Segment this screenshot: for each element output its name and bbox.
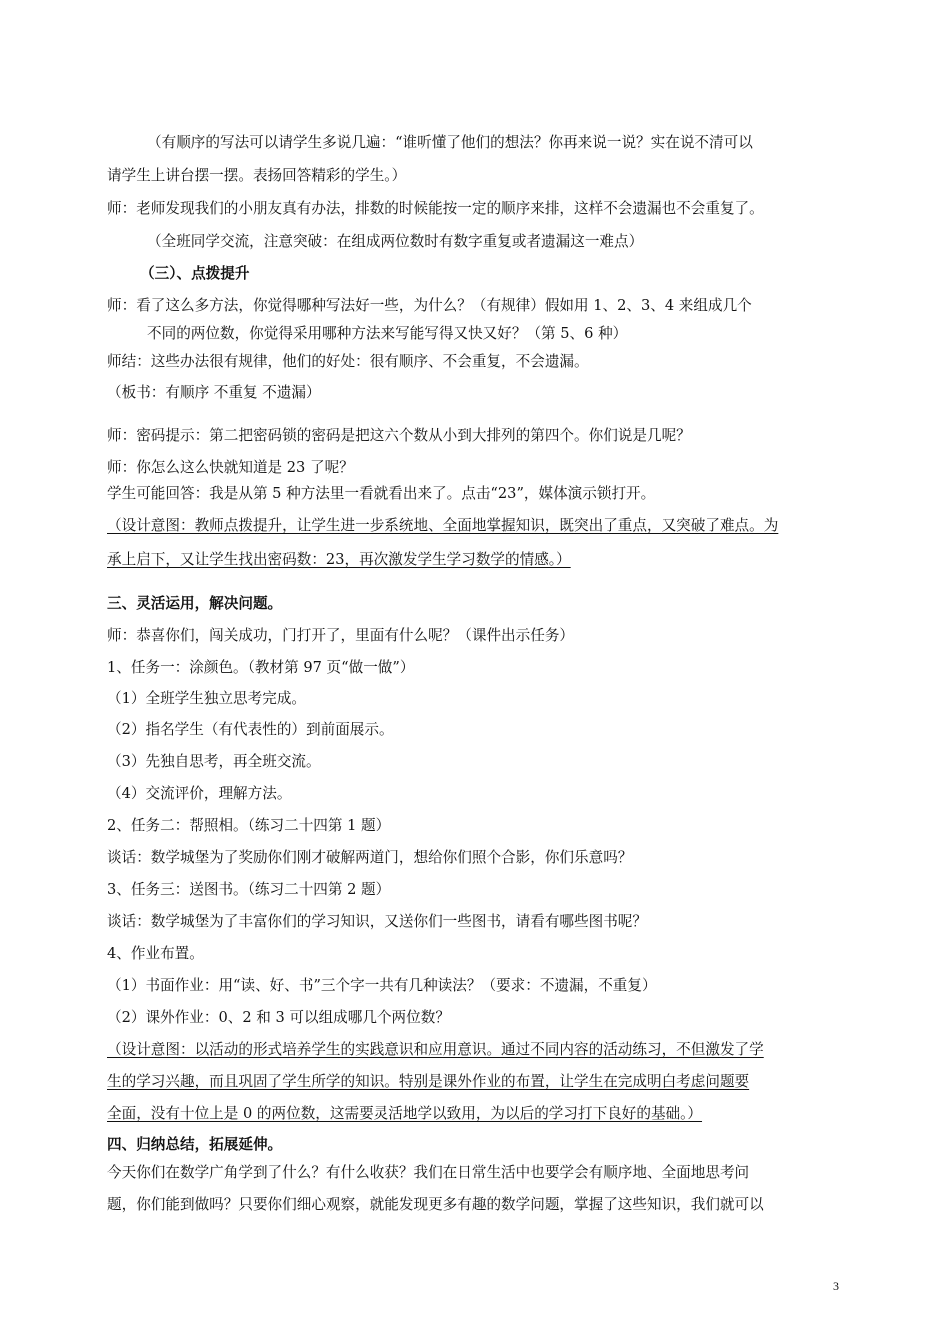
paragraph-line: 师：老师发现我们的小朋友真有办法，排数的时候能按一定的顺序来排，这样不会遗漏也不会重复了。 (107, 200, 764, 217)
paragraph-line: 请学生上讲台摆一摆。表扬回答精彩的学生。） (107, 167, 407, 184)
design-note-line: （设计意图：以活动的形式培养学生的实践意识和应用意识。通过不同内容的活动练习，不但激发了学 (107, 1041, 764, 1058)
list-item: （2）指名学生（有代表性的）到前面展示。 (107, 721, 394, 738)
design-note-line: 全面，没有十位上是 0 的两位数，这需要灵活地学以致用，为以后的学习打下良好的基础。） (107, 1105, 703, 1122)
section-heading: （三）、点拨提升 (140, 265, 250, 282)
design-note-line: （设计意图：教师点拨提升，让学生进一步系统地、全面地掌握知识，既突出了重点，又突破了难点。为 (107, 517, 779, 534)
design-note-line: 承上启下，又让学生找出密码数：23，再次激发学生学习数学的情感。） (107, 551, 571, 568)
page-number: 3 (833, 1279, 839, 1293)
list-item: （4）交流评价，理解方法。 (107, 785, 292, 802)
section-heading: 三、灵活运用，解决问题。 (107, 595, 283, 612)
paragraph-line: 不同的两位数，你觉得采用哪种方法来写能写得又快又好？（第 5、6 种） (147, 325, 628, 342)
paragraph-line: （全班同学交流，注意突破：在组成两位数时有数字重复或者遗漏这一难点） (147, 233, 644, 250)
paragraph-line: 学生可能回答：我是从第 5 种方法里一看就看出来了。点击“23”，媒体演示锁打开。 (107, 485, 656, 502)
paragraph-line: 今天你们在数学广角学到了什么？有什么收获？我们在日常生活中也要学会有顺序地、全面地思考问 (107, 1164, 750, 1181)
list-item: 3、任务三：送图书。（练习二十四第 2 题） (107, 881, 391, 898)
list-item: （3）先独自思考，再全班交流。 (107, 753, 321, 770)
list-item: 1、任务一：涂颜色。（教材第 97 页“做一做”） (107, 659, 415, 676)
paragraph-line: （板书：有顺序 不重复 不遗漏） (107, 384, 321, 401)
list-item: （2）课外作业：0、2 和 3 可以组成哪几个两位数？ (107, 1009, 450, 1026)
paragraph-line: 师：你怎么这么快就知道是 23 了呢？ (107, 459, 354, 476)
list-item: 2、任务二：帮照相。（练习二十四第 1 题） (107, 817, 391, 834)
paragraph-line: 谈话：数学城堡为了奖励你们刚才破解两道门，想给你们照个合影，你们乐意吗？ (107, 849, 633, 866)
list-item: （1）书面作业：用“读、好、书”三个字一共有几种读法？（要求：不遗漏，不重复） (107, 977, 657, 994)
paragraph-line: 师：恭喜你们，闯关成功，门打开了，里面有什么呢？（课件出示任务） (107, 627, 575, 644)
paragraph-line: 题，你们能到做吗？只要你们细心观察，就能发现更多有趣的数学问题，掌握了这些知识，我们就可以 (107, 1196, 764, 1213)
list-item: （1）全班学生独立思考完成。 (107, 690, 307, 707)
paragraph-line: 师结：这些办法很有规律，他们的好处：很有顺序、不会重复，不会遗漏。 (107, 353, 589, 370)
paragraph-line: 师：密码提示：第二把密码锁的密码是把这六个数从小到大排列的第四个。你们说是几呢？ (107, 427, 691, 444)
design-note-line: 生的学习兴趣，而且巩固了学生所学的知识。特别是课外作业的布置，让学生在完成明白考虑问题要 (107, 1073, 750, 1090)
list-item: 4、作业布置。 (107, 945, 204, 962)
paragraph-line: 师：看了这么多方法，你觉得哪种写法好一些，为什么？（有规律）假如用 1、2、3、4 来组成几个 (107, 297, 752, 314)
section-heading: 四、归纳总结，拓展延伸。 (107, 1136, 283, 1153)
paragraph-line: （有顺序的写法可以请学生多说几遍：“谁听懂了他们的想法？你再来说一说？实在说不清可以 (147, 134, 753, 151)
paragraph-line: 谈话：数学城堡为了丰富你们的学习知识，又送你们一些图书，请看有哪些图书呢？ (107, 913, 647, 930)
